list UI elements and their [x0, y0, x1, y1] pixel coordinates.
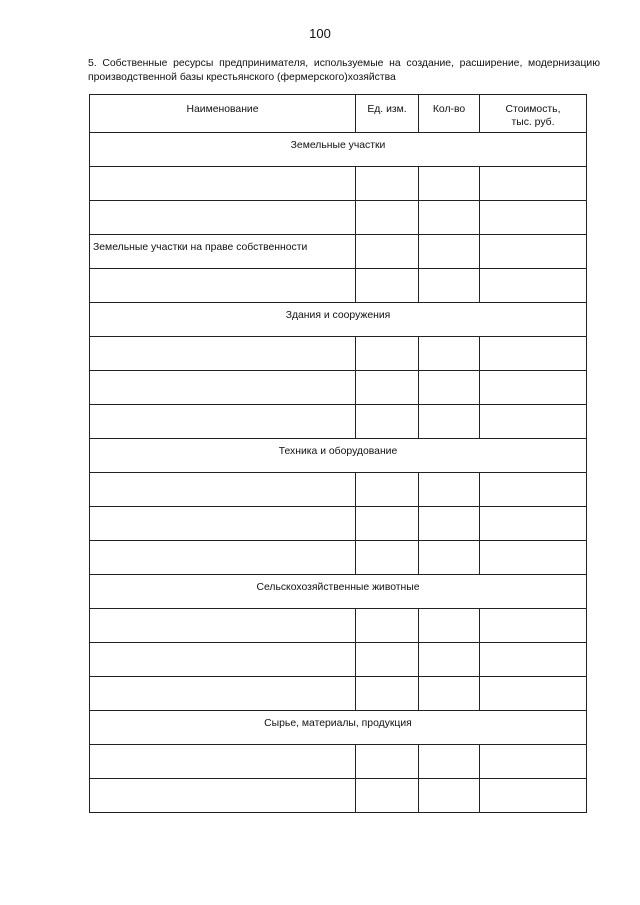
- qty-cell[interactable]: [419, 473, 480, 507]
- table-row: [90, 779, 587, 813]
- section-title: Сельскохозяйственные животные: [90, 575, 587, 609]
- unit-cell[interactable]: [356, 609, 419, 643]
- unit-cell[interactable]: [356, 405, 419, 439]
- qty-cell[interactable]: [419, 745, 480, 779]
- page-number: 100: [309, 26, 331, 41]
- unit-cell[interactable]: [356, 507, 419, 541]
- section-intro-text: 5. Собственные ресурсы предпринимателя, используемые на создание, расширение, модернизацию производственной базы крестьянского (фермерского)хозяйства: [88, 58, 600, 83]
- cost-cell[interactable]: [480, 235, 587, 269]
- cost-cell[interactable]: [480, 473, 587, 507]
- qty-cell[interactable]: [419, 609, 480, 643]
- qty-cell[interactable]: [419, 269, 480, 303]
- table-row: [90, 609, 587, 643]
- unit-cell[interactable]: [356, 643, 419, 677]
- table-row: [90, 167, 587, 201]
- header-qty: Кол-во: [419, 95, 480, 133]
- unit-cell[interactable]: [356, 337, 419, 371]
- qty-cell[interactable]: [419, 235, 480, 269]
- unit-cell[interactable]: [356, 541, 419, 575]
- table-row: [90, 507, 587, 541]
- section-row-materials: [90, 711, 587, 745]
- qty-cell[interactable]: [419, 779, 480, 813]
- section-row-buildings: [90, 303, 587, 337]
- cost-cell[interactable]: [480, 371, 587, 405]
- qty-cell[interactable]: [419, 541, 480, 575]
- unit-cell[interactable]: [356, 677, 419, 711]
- name-cell[interactable]: [90, 337, 356, 371]
- qty-cell[interactable]: [419, 371, 480, 405]
- table-row: [90, 541, 587, 575]
- section-title: Земельные участки: [90, 133, 587, 167]
- table-row: [90, 235, 587, 269]
- resources-table: [89, 94, 587, 813]
- name-cell[interactable]: [90, 745, 356, 779]
- header-cost-line2: тыс. руб.: [511, 117, 555, 128]
- section-row-machinery: [90, 439, 587, 473]
- name-cell[interactable]: [90, 269, 356, 303]
- qty-cell[interactable]: [419, 405, 480, 439]
- cost-cell[interactable]: [480, 541, 587, 575]
- qty-cell[interactable]: [419, 337, 480, 371]
- table-row: [90, 405, 587, 439]
- name-cell[interactable]: [90, 779, 356, 813]
- cost-cell[interactable]: [480, 677, 587, 711]
- table-row: [90, 677, 587, 711]
- table-row: [90, 745, 587, 779]
- header-unit: Ед. изм.: [356, 95, 419, 133]
- unit-cell[interactable]: [356, 235, 419, 269]
- name-cell[interactable]: [90, 609, 356, 643]
- qty-cell[interactable]: [419, 167, 480, 201]
- qty-cell[interactable]: [419, 677, 480, 711]
- unit-cell[interactable]: [356, 167, 419, 201]
- name-cell[interactable]: [90, 405, 356, 439]
- section-row-livestock: [90, 575, 587, 609]
- table-row: [90, 643, 587, 677]
- name-cell[interactable]: [90, 473, 356, 507]
- name-cell[interactable]: [90, 167, 356, 201]
- section-row-land: [90, 133, 587, 167]
- table-row: [90, 337, 587, 371]
- unit-cell[interactable]: [356, 779, 419, 813]
- name-cell[interactable]: [90, 507, 356, 541]
- unit-cell[interactable]: [356, 745, 419, 779]
- table-row: [90, 473, 587, 507]
- name-cell[interactable]: [90, 201, 356, 235]
- cost-cell[interactable]: [480, 337, 587, 371]
- cost-cell[interactable]: [480, 201, 587, 235]
- cost-cell[interactable]: [480, 405, 587, 439]
- qty-cell[interactable]: [419, 507, 480, 541]
- qty-cell[interactable]: [419, 643, 480, 677]
- header-name: Наименование: [90, 95, 356, 133]
- table-header-row: [90, 95, 587, 133]
- table-row: [90, 371, 587, 405]
- cost-cell[interactable]: [480, 745, 587, 779]
- cost-cell[interactable]: [480, 643, 587, 677]
- unit-cell[interactable]: [356, 201, 419, 235]
- name-cell[interactable]: [90, 677, 356, 711]
- qty-cell[interactable]: [419, 201, 480, 235]
- unit-cell[interactable]: [356, 473, 419, 507]
- name-cell[interactable]: [90, 643, 356, 677]
- table-row: [90, 269, 587, 303]
- cost-cell[interactable]: [480, 779, 587, 813]
- name-cell[interactable]: [90, 541, 356, 575]
- header-cost-line1: Стоимость,: [505, 104, 561, 115]
- table-row: [90, 201, 587, 235]
- unit-cell[interactable]: [356, 269, 419, 303]
- header-cost: [480, 95, 587, 133]
- cost-cell[interactable]: [480, 269, 587, 303]
- cost-cell[interactable]: [480, 167, 587, 201]
- unit-cell[interactable]: [356, 371, 419, 405]
- name-cell[interactable]: Земельные участки на праве собственности: [90, 235, 356, 269]
- section-title: Сырье, материалы, продукция: [90, 711, 587, 745]
- section-title: Техника и оборудование: [90, 439, 587, 473]
- name-cell[interactable]: [90, 371, 356, 405]
- cost-cell[interactable]: [480, 609, 587, 643]
- section-title: Здания и сооружения: [90, 303, 587, 337]
- cost-cell[interactable]: [480, 507, 587, 541]
